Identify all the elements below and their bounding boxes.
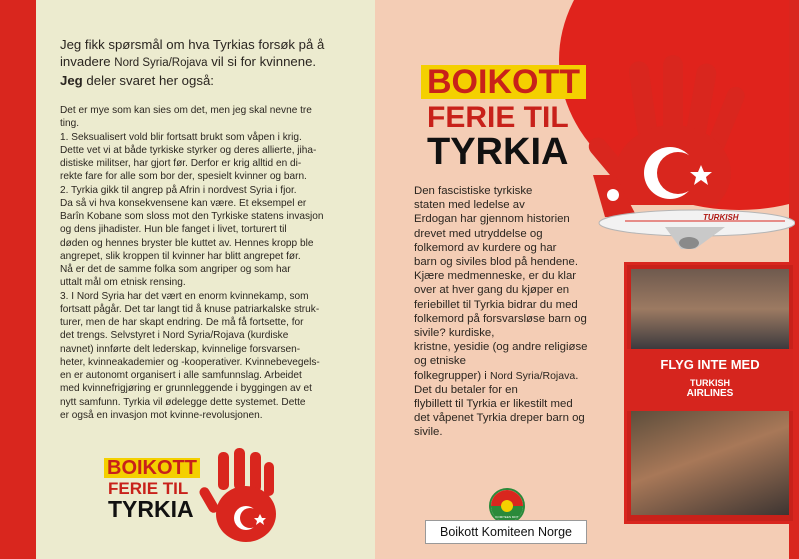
body-line: heter, kvinneakademier og -kooperativer. Kvinnebevegels- xyxy=(60,356,320,368)
airplane-icon xyxy=(585,165,795,255)
right-body-line: sivile. xyxy=(414,426,443,439)
right-body-text xyxy=(414,184,614,440)
intro-text xyxy=(60,36,360,89)
intro-line-3 xyxy=(60,72,360,89)
org-logo-text: KOMITEEN MOT xyxy=(495,515,519,519)
right-body-line-part: . xyxy=(575,369,579,382)
right-body-line: drevet med utryddelse og xyxy=(414,227,543,240)
body-line: med kvinnefrigjøring er grunnleggende i byggingen av et xyxy=(60,383,312,395)
body-line: turer, men de har skapt endring. De må få fortsette, for xyxy=(60,317,304,328)
airplane-image xyxy=(585,165,795,255)
body-line: angrepet, slik kroppen til kvinner har blitt angrepet før. xyxy=(60,250,301,262)
left-body-text xyxy=(60,104,366,422)
body-line: Nå er det de samme folka som angriper og som har xyxy=(60,264,291,275)
organization-name: Boikott Komiteen Norge xyxy=(425,520,587,544)
body-line: ting. xyxy=(60,118,80,130)
body-line: Det er mye som kan sies om det, men jeg skal nevne tre xyxy=(60,105,312,116)
body-line: døden og hennes bryster ble kuttet av. Hennes kropp ble xyxy=(60,237,314,249)
small-boikott-logo xyxy=(100,446,310,546)
intro-region-name: Nord Syria/Rojava xyxy=(114,57,208,69)
right-body-line-part: folkegrupper) i xyxy=(414,369,490,382)
right-body-line: over at hver gang du kjøper en xyxy=(414,284,570,297)
right-body-line: Erdogan har gjennom historien xyxy=(414,213,570,226)
right-body-line: barn og siviles blod på hendene. xyxy=(414,256,579,269)
organization-logo xyxy=(488,488,526,524)
body-line: distiske militser, har gjort før. Derfor er krig alltid en di- xyxy=(60,158,302,169)
right-body-line: kristne, yesidie (og andre religiøse xyxy=(414,341,588,354)
small-logo-line-3: TYRKIA xyxy=(108,496,194,522)
intro-jeg: Jeg xyxy=(60,73,83,88)
left-red-border xyxy=(0,0,36,559)
banner-airline-2: AIRLINES xyxy=(686,388,734,399)
body-line: Da så vi hva konsekvensene kan være. Et eksempel er xyxy=(60,197,307,209)
big-logo-line-3: TYRKIA xyxy=(427,131,569,173)
right-body-line: Kjære medmenneske, er du klar xyxy=(414,270,577,283)
body-line: Barîn Kobane som sloss mot den Tyrkiske statens invasjon xyxy=(60,211,324,222)
photo-injured-child xyxy=(631,411,789,515)
right-body-line: folkemord av kurdere og har xyxy=(414,241,557,254)
right-region-name: Nord Syria/Rojava xyxy=(489,369,576,382)
intro-line-2 xyxy=(60,53,360,72)
body-line: 1. Seksualisert vold blir fortsatt brukt som våpen i krig. xyxy=(60,131,302,143)
right-body-line: staten med ledelse av xyxy=(414,199,525,212)
big-logo-line-2: FERIE TIL xyxy=(427,101,569,134)
small-logo-line-1: BOIKOTT xyxy=(104,458,200,478)
photo-collage xyxy=(624,262,796,524)
big-logo-line-1: BOIKOTT xyxy=(421,65,586,99)
right-body-line: flybillett til Tyrkia er likestilt med xyxy=(414,398,573,411)
intro-line-1: Jeg fikk spørsmål om hva Tyrkias forsøk på å xyxy=(60,37,325,52)
body-line: nytt samfunn. Tyrkia vil ødelegge dette systemet. Dette xyxy=(60,396,306,408)
banner-airline-1: TURKISH xyxy=(690,378,730,388)
right-body-line: sivile? kurdiske, xyxy=(414,327,495,340)
boycott-banner xyxy=(627,349,793,411)
right-body-line: Den fascistiske tyrkiske xyxy=(414,185,533,197)
body-line: er også en invasjon mot kvinne-revolusjonen. xyxy=(60,409,263,421)
small-logo-line-2: FERIE TIL xyxy=(108,479,189,498)
right-body-line xyxy=(414,369,614,383)
body-line: og dens jihadister. Hun ble fanget i livet, torturert til xyxy=(60,224,287,236)
body-line: uttalt mål om etnisk rensing. xyxy=(60,277,186,289)
body-line: Dette vet vi at både tyrkiske styrker og deres allierte, jiha- xyxy=(60,144,317,156)
body-line: 2. Tyrkia gikk til angrep på Afrin i nordvest Syria i fjor. xyxy=(60,184,297,196)
body-line: fortsatt pågår. Det tar langt tid å knuse patriarkalske struk- xyxy=(60,303,320,315)
right-body-line: folkemord på forsvarsløse barn og xyxy=(414,312,587,325)
body-line: rekte fare for alle som bor der, spesielt kvinner og barn. xyxy=(60,171,307,183)
body-line: det trengs. Selvstyret i Nord Syria/Rojava (kurdiske xyxy=(60,330,289,342)
intro-line-3b: deler svaret her også: xyxy=(82,73,214,88)
right-body-line: og etniske xyxy=(414,355,466,368)
intro-line-2c: vil si for kvinnene. xyxy=(207,54,317,69)
body-line: navnet) innførte delt lederskap, kvinnelige forsvarsen- xyxy=(60,343,301,355)
plane-label: TURKISH xyxy=(703,213,739,222)
body-line: 3. I Nord Syria har det vært en enorm kvinnekamp, som xyxy=(60,290,309,302)
right-body-line: feriebillet til Tyrkia bidrar du med xyxy=(414,298,578,311)
intro-line-2a: invadere xyxy=(60,54,115,69)
photo-airline-staff xyxy=(631,269,789,349)
right-body-line: det våpenet Tyrkia dreper barn og xyxy=(414,412,585,425)
banner-title: FLYG INTE MED xyxy=(660,357,760,372)
right-body-line: Det du betaler for en xyxy=(414,383,518,396)
body-line: en er autonomt organisert i alle samfunnslag. Arbeidet xyxy=(60,370,302,381)
